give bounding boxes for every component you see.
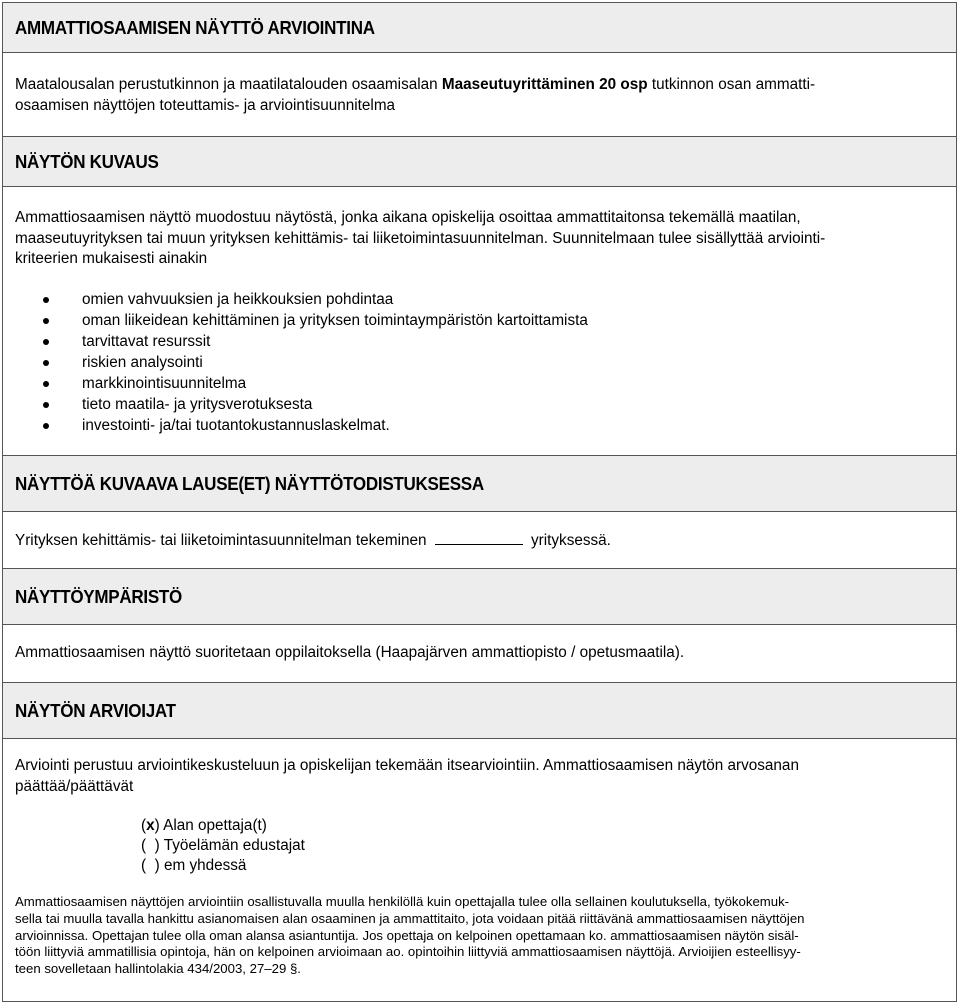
option-label: em yhdessä (159, 857, 247, 874)
list-item-text: oman liikeidean kehittäminen ja yrityksen toimintaympäristön kartoittamista (82, 312, 588, 329)
kuvaus-line2: maaseutuyrityksen tai muun yrityksen kehittämis- tai liiketoimintasuunnitelman. Suunnitelmaan tulee sisällyttää arviointi- (15, 229, 826, 247)
option-paren-open: ( (141, 857, 147, 874)
section-header-nayttoymparisto (3, 568, 956, 625)
footnote-text (15, 894, 942, 978)
footnote-line4: töön liittyviä ammatillisia opintoja, hän on kelpoinen arvioimaan ao. opintoihin liittyviä ammattiosaamisen näyttöjä. Arvioijien esteellisyy- (15, 944, 801, 960)
footnote-line1: Ammattiosaamisen näyttöjen arviointiin osallistuvalla muulla henkilöllä kuin opettajalla tulee olla sellainen koulutuksella, työkokemuk- (15, 894, 790, 909)
lause-pre: Yrityksen kehittämis- tai liiketoimintasuunnitelman tekeminen (15, 532, 427, 549)
intro-section (3, 53, 956, 136)
option-mark: x (146, 817, 155, 834)
kuvaus-text (15, 208, 942, 270)
intro-line2: osaamisen näyttöjen toteuttamis- ja arviointisuunnitelma (15, 96, 396, 114)
bullet-icon (43, 360, 49, 366)
lause-text (15, 531, 942, 552)
intro-post: tutkinnon osan ammatti- (647, 76, 816, 93)
section-header-ammattiosaamisen-naytto (3, 3, 956, 53)
section-title: NÄYTÖN KUVAUS (15, 150, 159, 172)
list-item-text: tarvittavat resurssit (82, 333, 211, 350)
arvioijat-line2: päättää/päättävät (15, 777, 134, 795)
option-paren-open: ( (141, 817, 147, 834)
option-paren-close: ) (154, 857, 160, 874)
list-item-text: investointi- ja/tai tuotantokustannuslaskelmat. (82, 417, 390, 434)
bullet-icon (43, 381, 49, 387)
option-mark (146, 837, 155, 854)
footnote-line5: teen sovelletaan hallintolakia 434/2003, 27–29 §. (15, 961, 301, 977)
list-item-text: omien vahvuuksien ja heikkouksien pohdintaa (82, 291, 394, 308)
list-item-text: markkinointisuunnitelma (82, 375, 247, 392)
ymparisto-text: Ammattiosaamisen näyttö suoritetaan oppilaitoksella (Haapajärven ammattiopisto / opetusmaatila). (15, 644, 685, 661)
kuvaus-line3: kriteerien mukaisesti ainakin (15, 250, 208, 267)
arvioijat-section (3, 739, 956, 1003)
footnote-line2: sella tai muulla tavalla hankittu asianomaisen alan osaaminen ja ammattitaito, jota voidaan pitää riittävänä ammattiosaamisen näyttöjen (15, 910, 805, 926)
section-title: NÄYTTÖYMPÄRISTÖ (15, 585, 183, 607)
list-item-text: riskien analysointi (82, 354, 203, 371)
lause-section (3, 512, 956, 568)
kuvaus-line1: Ammattiosaamisen näyttö muodostuu näytöstä, jonka aikana opiskelija osoittaa ammattitaitonsa tekemällä maatilan, (15, 209, 801, 226)
bullet-icon (43, 318, 49, 324)
bullet-icon (43, 402, 49, 408)
arvioijat-text (15, 756, 942, 797)
intro-bold: Maaseutuyrittäminen 20 osp (441, 76, 648, 93)
option-mark (146, 857, 155, 874)
arvioijat-line1: Arviointi perustuu arviointikeskusteluun ja opiskelijan tekemään itsearviointiin. Ammattiosaamisen näytön arvosanan (15, 757, 799, 774)
bullet-icon (43, 423, 49, 429)
bullet-icon (43, 339, 49, 345)
list-item-text: tieto maatila- ja yritysverotuksesta (82, 396, 313, 413)
intro-pre: Maatalousalan perustutkinnon ja maatilatalouden osaamisalan (15, 76, 442, 93)
bullet-icon (43, 297, 49, 303)
section-header-nayton-arvioijat (3, 682, 956, 739)
option-label: Alan opettaja(t) (159, 817, 267, 834)
section-title: NÄYTÖN ARVIOIJAT (15, 699, 176, 721)
section-header-nayttoa-kuvaava-lause (3, 455, 956, 512)
section-header-nayton-kuvaus (3, 136, 956, 187)
lause-post: yrityksessä. (531, 532, 611, 549)
option-paren-open: ( (141, 837, 147, 854)
option-label: Työelämän edustajat (159, 837, 305, 854)
footnote-line3: arvioinnissa. Opettajan tulee olla oman alansa asiantuntija. Jos opettaja on kelpoinen opettamaan ko. ammattiosaamisen näytön sisäl- (15, 927, 799, 943)
option-em-yhdessa[interactable] (141, 856, 246, 876)
kuvaus-section (3, 187, 956, 455)
option-paren-close: ) (154, 817, 160, 834)
option-tyoelaman-edustajat[interactable] (141, 836, 305, 856)
ymparisto-section (3, 625, 956, 682)
section-title: AMMATTIOSAAMISEN NÄYTTÖ ARVIOINTINA (15, 16, 375, 38)
document-page (2, 2, 957, 1002)
intro-text (15, 75, 942, 116)
option-paren-close: ) (154, 837, 160, 854)
option-alan-opettaja[interactable] (141, 816, 267, 836)
section-title: NÄYTTÖÄ KUVAAVA LAUSE(ET) NÄYTTÖTODISTUKSESSA (15, 472, 484, 494)
fill-in-blank[interactable] (435, 532, 523, 545)
